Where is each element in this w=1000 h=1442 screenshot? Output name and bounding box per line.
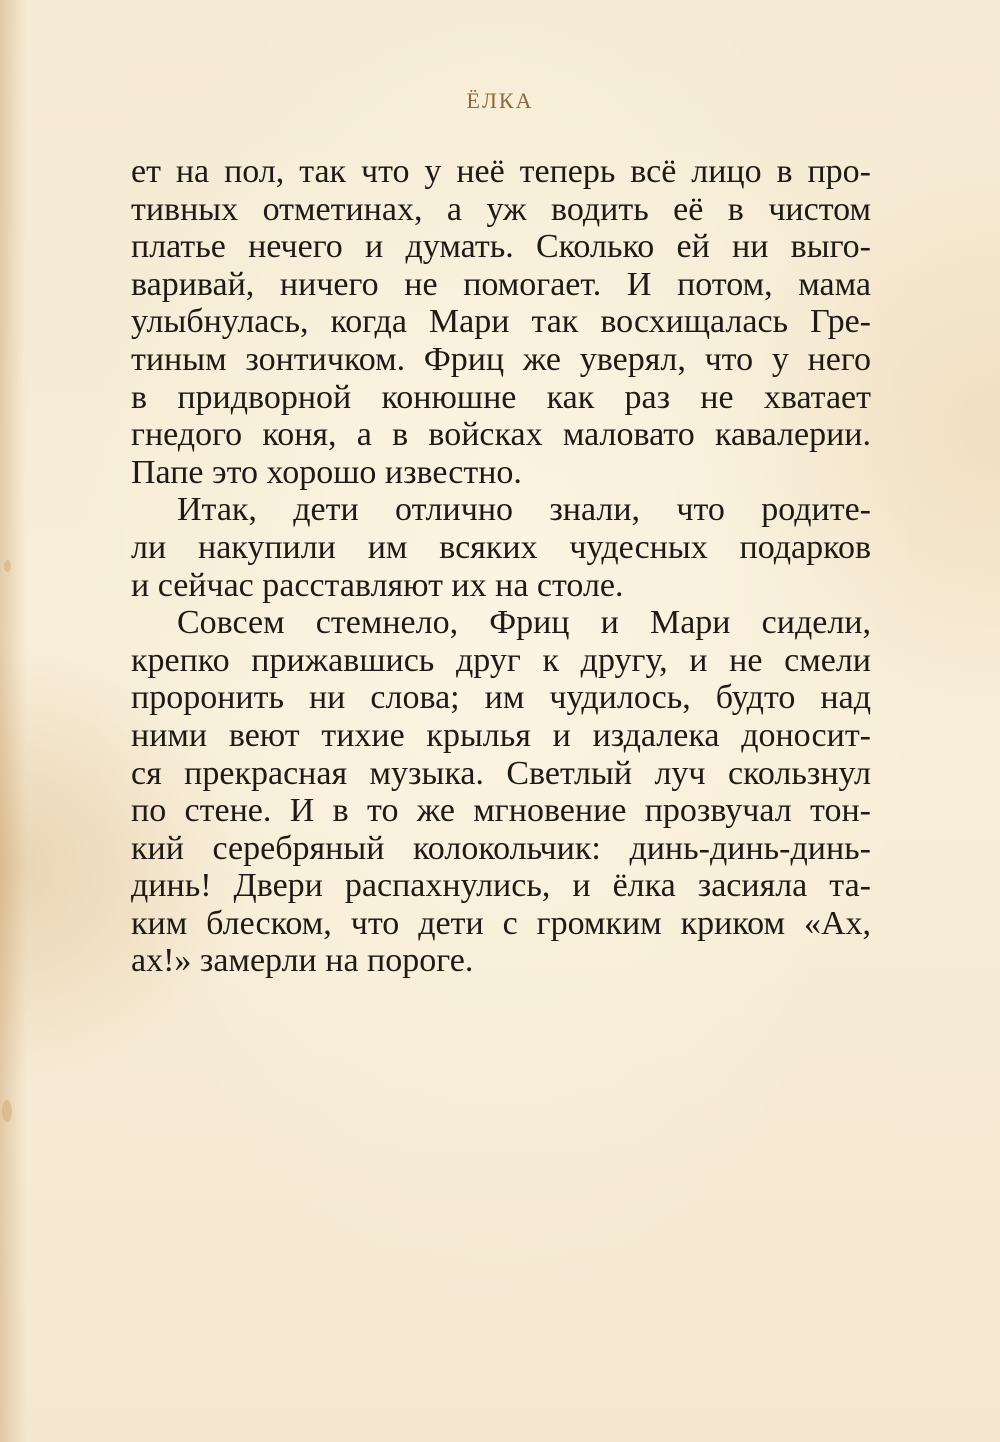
text-line: и сейчас расставляют их на столе.	[131, 566, 624, 604]
text-line: тиным зонтичком. Фриц же уверял, что у него	[131, 340, 871, 378]
text-line: ах!» замерли на пороге.	[131, 942, 474, 980]
body-text	[131, 153, 871, 980]
text-line: крепко прижавшись друг к другу, и не смели	[131, 641, 871, 679]
text-line: по стене. И в то же мгновение прозвучал тон-	[131, 792, 871, 830]
running-head: ЁЛКА	[466, 88, 534, 113]
text-line: улыбнулась, когда Мари так восхищалась Гре-	[131, 303, 871, 341]
text-line: тивных отметинах, а уж водить её в чистом	[131, 190, 871, 228]
page-edge-shading	[0, 0, 26, 1442]
text-line: платье нечего и думать. Сколько ей ни выго-	[131, 228, 871, 266]
text-line: Папе это хорошо известно.	[131, 453, 522, 491]
paper-stain	[2, 1100, 12, 1122]
text-line: ними веют тихие крылья и издалека доносит-	[131, 716, 871, 754]
text-line: ет на пол, так что у неё теперь всё лицо в про-	[131, 153, 871, 190]
text-line: Совсем стемнело, Фриц и Мари сидели,	[177, 604, 871, 642]
text-line: кий серебряный колокольчик: динь-динь-динь-	[131, 829, 871, 867]
text-line: ся прекрасная музыка. Светлый луч скользнул	[131, 754, 871, 792]
paper-stain	[4, 560, 11, 572]
text-line: в придворной конюшне как раз не хватает	[131, 378, 871, 416]
paragraph	[131, 604, 871, 980]
text-line: гнедого коня, а в войсках маловато кавалерии.	[131, 416, 871, 454]
text-line: ким блеском, что дети с громким криком «Ах,	[131, 904, 871, 942]
text-line: проронить ни слова; им чудилось, будто над	[131, 679, 871, 717]
text-line: ли накупили им всяких чудесных подарков	[131, 528, 871, 566]
text-line: варивай, ничего не помогает. И потом, мама	[131, 265, 871, 303]
paragraph	[131, 491, 871, 604]
text-line: динь! Двери распахнулись, и ёлка засияла та-	[131, 867, 871, 905]
text-line: Итак, дети отлично знали, что родите-	[177, 491, 871, 529]
paragraph	[131, 153, 871, 491]
